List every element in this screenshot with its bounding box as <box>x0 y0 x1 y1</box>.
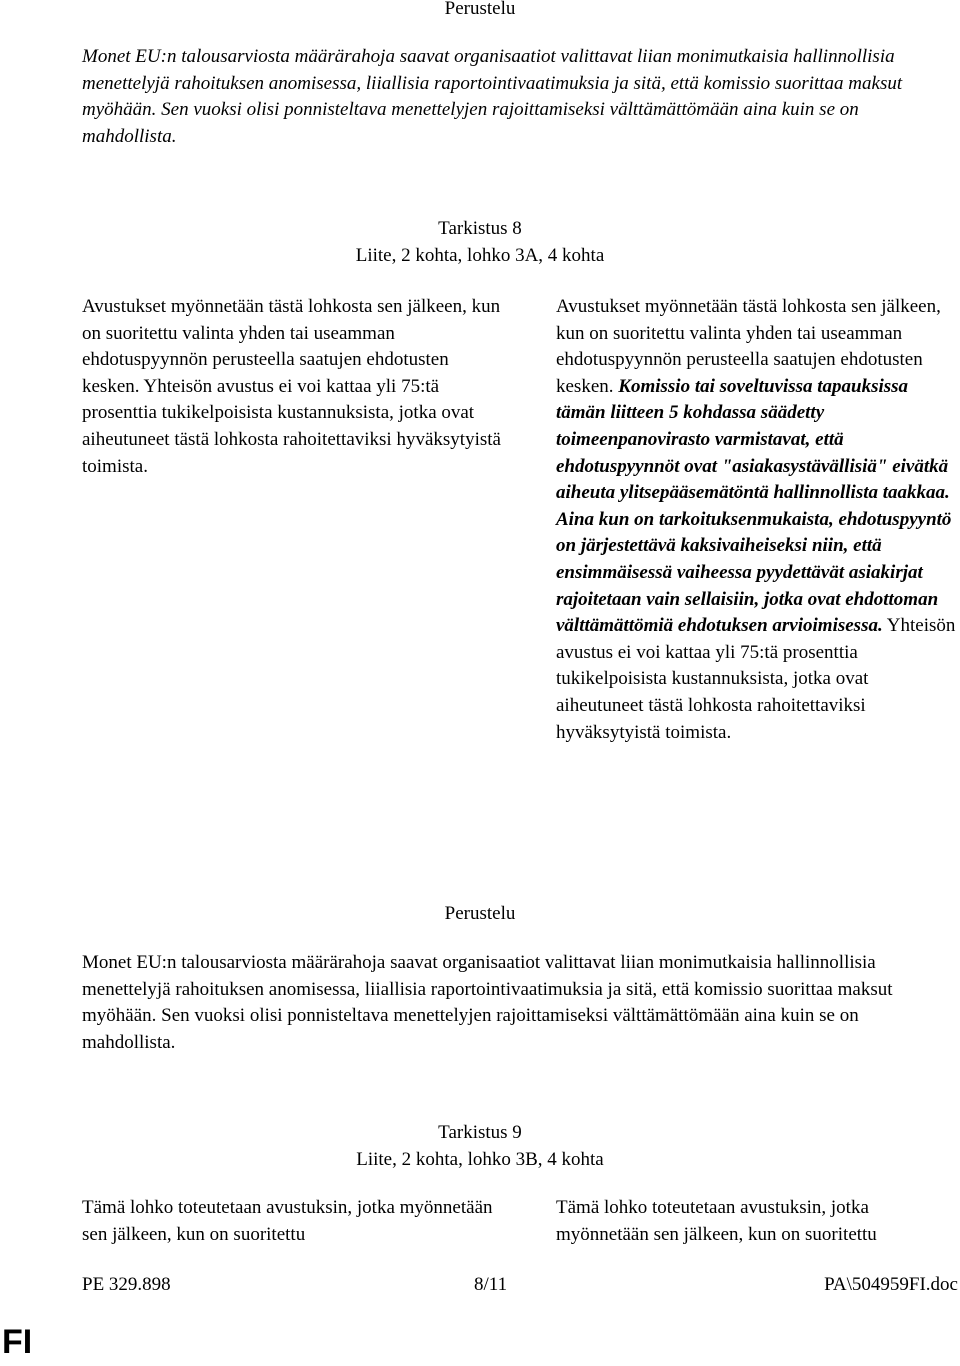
footer-language-code: FI <box>2 1323 33 1361</box>
justification-heading-1: Perustelu <box>444 0 516 19</box>
justification-text-1: Monet EU:n talousarviosta määrärahoja saavat organisaatiot valittavat liian monimutkaisia hallinnollisia menettelyjä rahoituksen anomisessa, liiallisia raportointivaatimuksia ja sitä, että komissio suorittaa maksut myöhään. Sen vuoksi olisi ponnisteltava menettelyjen rajoittamiseksi välttämättömään aina kuin se on mahdollista. <box>82 46 903 147</box>
amendment-8-reference: Liite, 2 kohta, lohko 3A, 4 kohta <box>355 245 605 266</box>
amendment-9-title: Tarkistus 9 <box>438 1122 522 1143</box>
footer-file-name: PA\504959FI.doc <box>824 1274 958 1295</box>
amendment-9-original-text: Tämä lohko toteutetaan avustuksin, jotka myönnetään sen jälkeen, kun on suoritettu <box>82 1197 493 1245</box>
amendment-9-amended-text: Tämä lohko toteutetaan avustuksin, jotka myönnetään sen jälkeen, kun on suoritettu <box>556 1197 877 1245</box>
amended-plain-start: Avustukset myönnetään tästä lohkosta sen jälkeen, kun on suoritettu valinta yhden tai useamman ehdotuspyynnön perusteella saatujen ehdotusten kesken. <box>556 296 941 397</box>
footer-doc-ref: PE 329.898 <box>82 1274 171 1295</box>
footer-page-number: 8/11 <box>474 1274 508 1295</box>
amendment-8-title: Tarkistus 8 <box>438 218 522 239</box>
justification-text-2: Monet EU:n talousarviosta määrärahoja saavat organisaatiot valittavat liian monimutkaisia hallinnollisia menettelyjä rahoituksen anomisessa, liiallisia raportointivaatimuksia ja sitä, että komissio suorittaa maksut myöhään. Sen vuoksi olisi ponnisteltava menettelyjen rajoittamiseksi välttämättömään aina kuin se on mahdollista. <box>82 952 893 1053</box>
amended-plain-end: Yhteisön avustus ei voi kattaa yli 75:tä prosenttia tukikelpoisista kustannuksista, jotka ovat aiheutuneet tästä lohkosta rahoitettaviksi hyväksytyistä toimista. <box>556 615 956 743</box>
justification-heading-2: Perustelu <box>444 903 516 924</box>
amendment-8-amended-text <box>556 294 960 746</box>
amendment-9-reference: Liite, 2 kohta, lohko 3B, 4 kohta <box>356 1149 604 1170</box>
amendment-8-original-text: Avustukset myönnetään tästä lohkosta sen jälkeen, kun on suoritettu valinta yhden tai useamman ehdotuspyynnön perusteella saatujen ehdotusten kesken. Yhteisön avustus ei voi kattaa yli 75:tä prosenttia tukikelpoisista kustannuksista, jotka ovat aiheutuneet tästä lohkosta rahoitettaviksi hyväksytyistä toimista. <box>82 296 501 477</box>
amended-inserted-text: Komissio tai soveltuvissa tapauksissa tämän liitteen 5 kohdassa säädetty toimeenpanovirasto varmistavat, että ehdotuspyynnöt ovat "asiakasystävällisiä" eivätkä aiheuta ylitsepääsemätöntä hallinnollista taakkaa. Aina kun on tarkoituksenmukaista, ehdotuspyyntö on järjestettävä kaksivaiheiseksi niin, että ensimmäisessä vaiheessa pyydettävät asiakirjat rajoitetaan vain sellaisiin, jotka ovat ehdottoman välttämättömiä ehdotuksen arvioimisessa. <box>556 375 952 637</box>
